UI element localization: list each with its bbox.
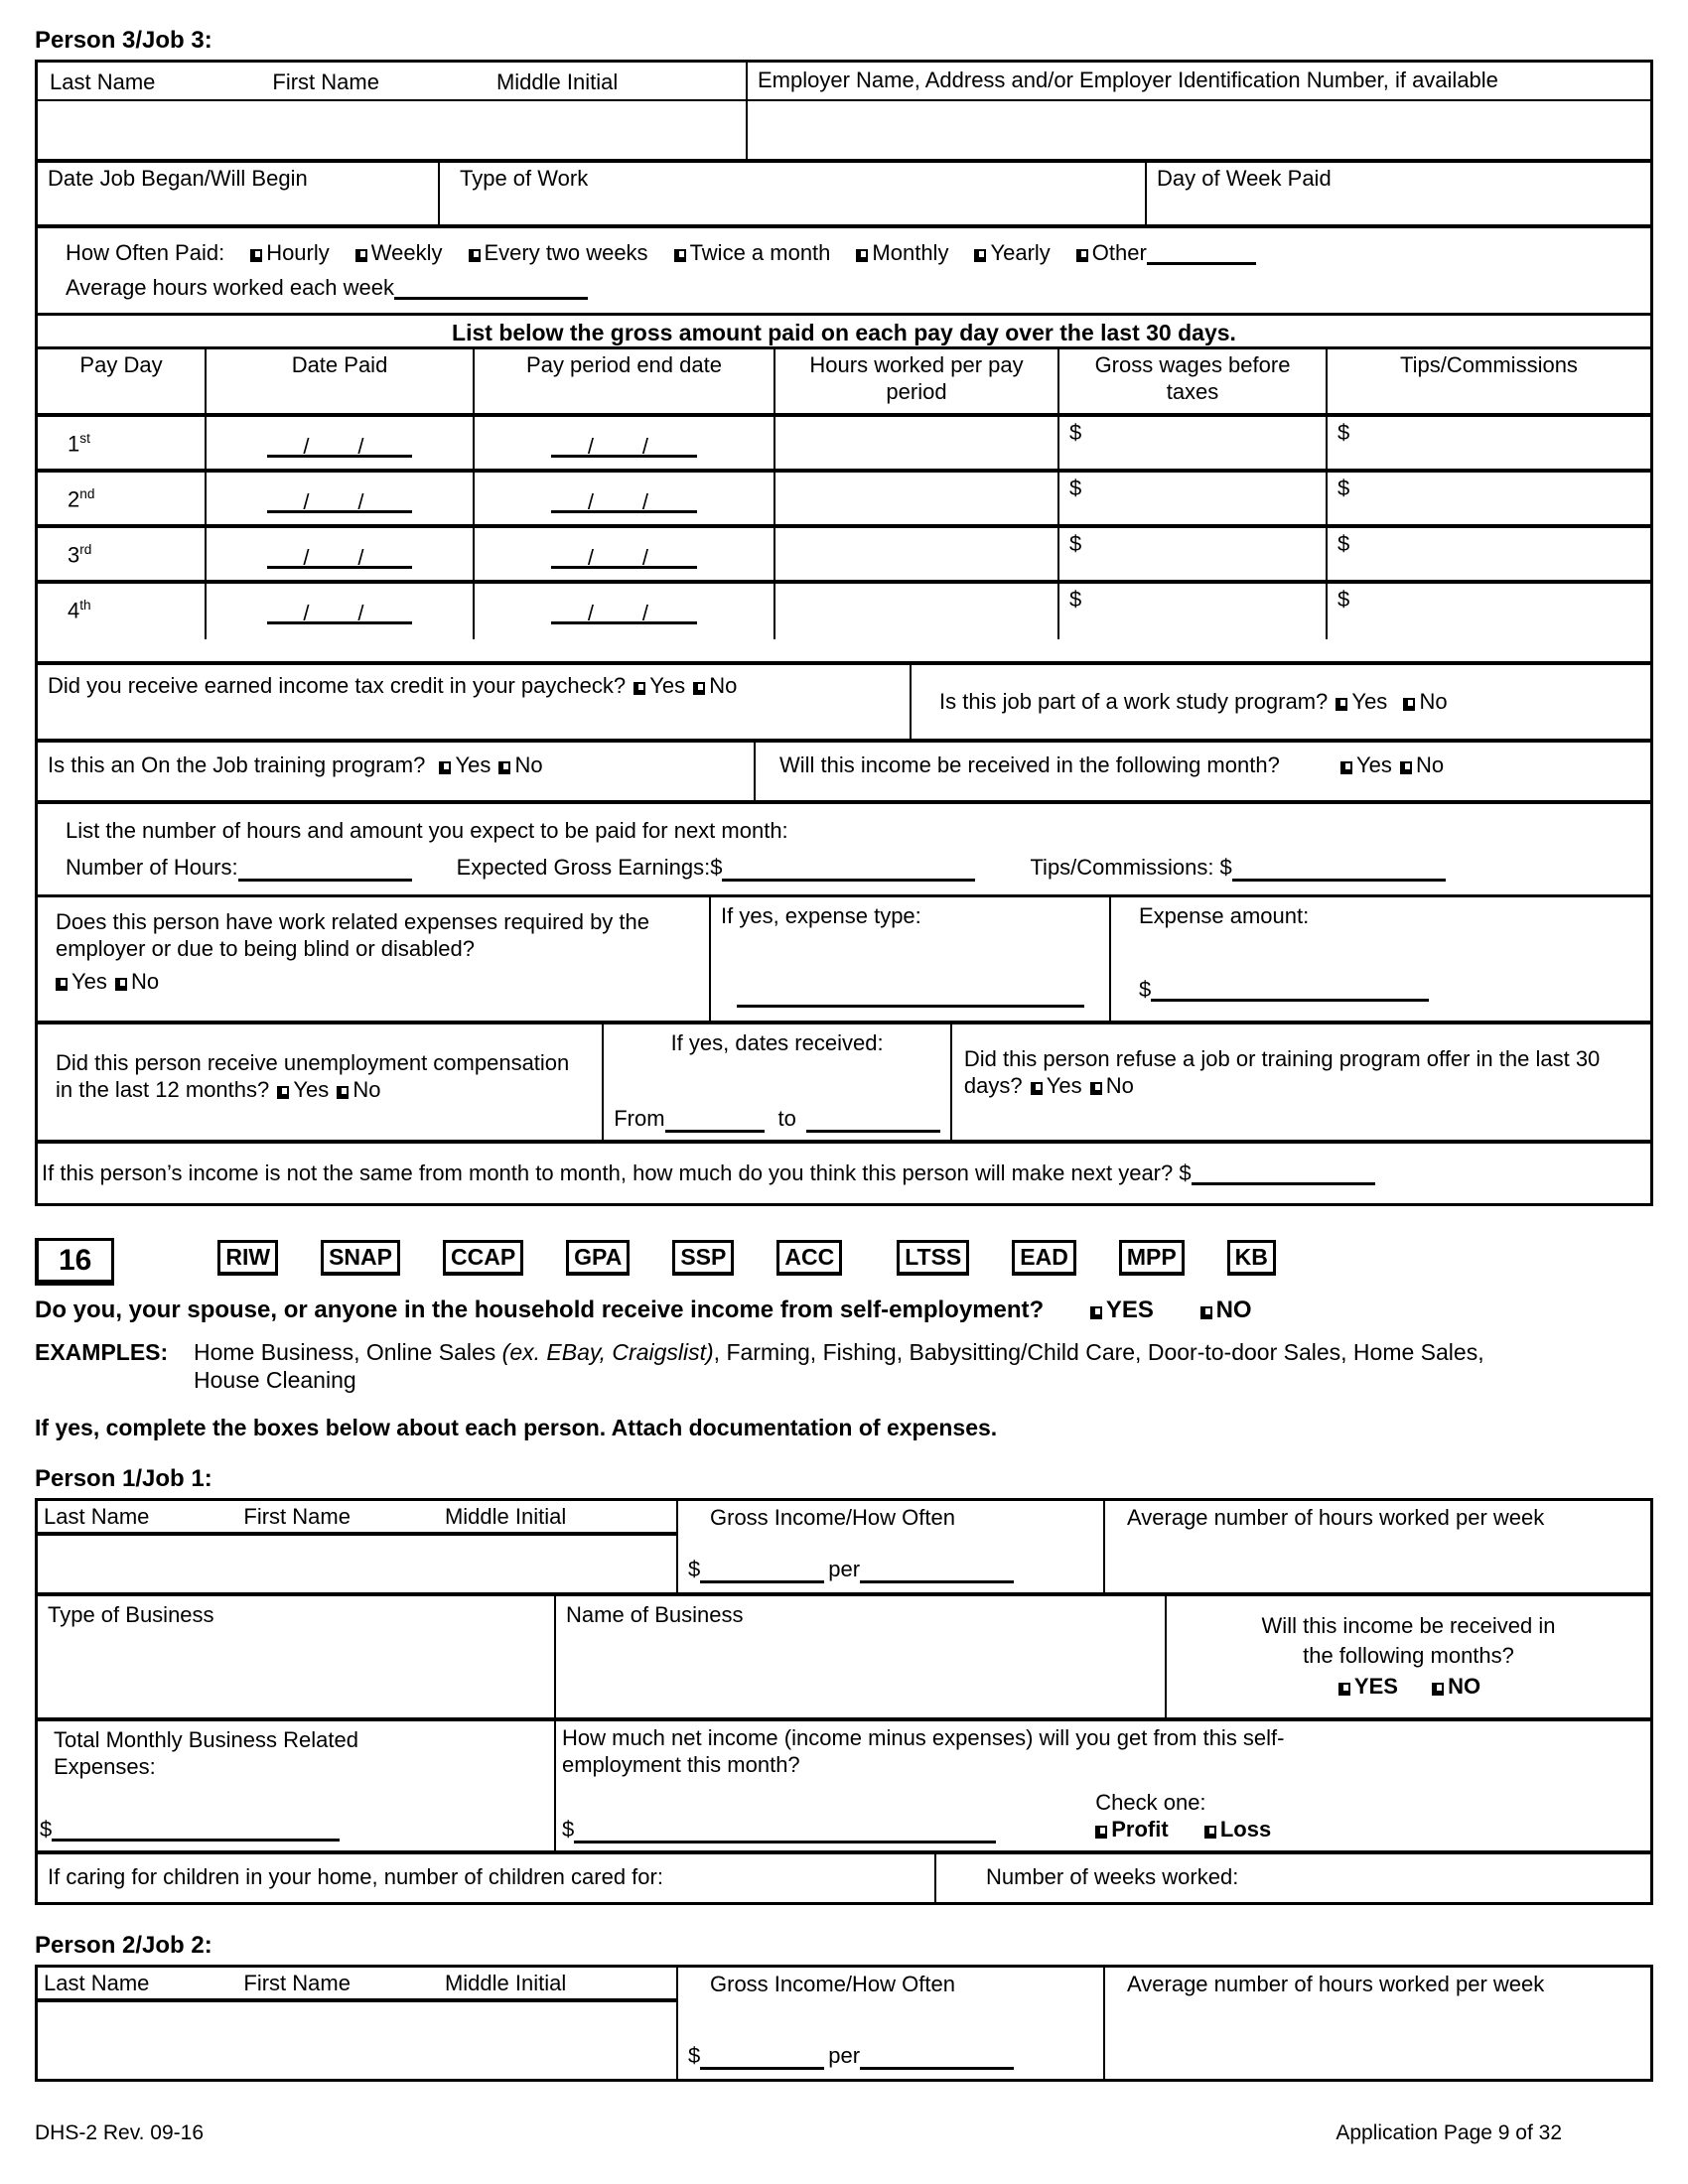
expense-type-blank[interactable] bbox=[737, 984, 1084, 1008]
pay-table-title: List below the gross amount paid on each pay day over the last 30 days. bbox=[452, 320, 1236, 346]
check-one-block bbox=[1095, 1790, 1271, 1843]
p1-gross-amount-blank[interactable] bbox=[700, 1560, 824, 1583]
unemployment-question-cell bbox=[38, 1024, 604, 1140]
to-label: to bbox=[777, 1106, 796, 1132]
other-blank[interactable] bbox=[1147, 241, 1256, 265]
yearly-estimate-cell bbox=[38, 1144, 1650, 1203]
eitc-no-checkbox[interactable] bbox=[693, 682, 705, 695]
to-blank[interactable] bbox=[806, 1109, 940, 1133]
pay-day-1: 1st bbox=[38, 417, 207, 469]
work-expenses-no-checkbox[interactable] bbox=[115, 978, 127, 991]
hourly-label: Hourly bbox=[266, 239, 330, 265]
self-employment-question-row bbox=[35, 1296, 1653, 1324]
dollar-sign: $ bbox=[1337, 531, 1350, 557]
p2-name-field[interactable] bbox=[38, 2002, 676, 2079]
hours-1-field[interactable] bbox=[775, 417, 1059, 469]
last-name-label: Last Name bbox=[44, 1971, 150, 1996]
gross-3-field[interactable] bbox=[1059, 528, 1328, 580]
p1-children-cell[interactable] bbox=[38, 1854, 936, 1902]
yearly-label: Yearly bbox=[990, 239, 1051, 265]
weekly-checkbox[interactable] bbox=[355, 249, 367, 262]
person3-day-paid-field[interactable] bbox=[1147, 163, 1650, 224]
tag-mpp: MPP bbox=[1119, 1240, 1185, 1276]
date-paid-3-field[interactable]: / / bbox=[207, 528, 475, 580]
date-paid-4-field[interactable]: / / bbox=[207, 584, 475, 639]
number-of-hours-label: Number of Hours: bbox=[66, 854, 238, 880]
tag-snap: SNAP bbox=[321, 1240, 400, 1276]
footer-form-id: DHS-2 Rev. 09-16 bbox=[35, 2121, 205, 2145]
work-study-yes-label: Yes bbox=[1351, 688, 1388, 714]
examples-label: EXAMPLES: bbox=[35, 1339, 169, 1366]
hourly-checkbox[interactable] bbox=[250, 249, 262, 262]
refuse-job-no-label: No bbox=[1105, 1072, 1134, 1098]
col-date-paid: Date Paid bbox=[207, 349, 475, 413]
other-label: Other bbox=[1091, 239, 1147, 265]
employer-header-label: Employer Name, Address and/or Employer Identification Number, if available bbox=[758, 68, 1498, 93]
dates-received-cell bbox=[604, 1024, 952, 1140]
every-two-weeks-label: Every two weeks bbox=[484, 239, 648, 265]
tips-4-field[interactable] bbox=[1328, 584, 1650, 639]
middle-initial-label: Middle Initial bbox=[495, 69, 619, 95]
person3-date-began-field[interactable] bbox=[38, 163, 440, 224]
tag-ltss: LTSS bbox=[897, 1240, 969, 1276]
weeks-worked-label: Number of weeks worked: bbox=[986, 1864, 1239, 1890]
income-following-line1: Will this income be received in bbox=[1261, 1612, 1556, 1638]
person3-title: Person 3/Job 3: bbox=[35, 27, 212, 54]
eitc-no-label: No bbox=[709, 673, 738, 699]
dollar-sign: $ bbox=[562, 1816, 575, 1842]
following-month-no-label: No bbox=[1415, 752, 1445, 778]
tips-1-field[interactable] bbox=[1328, 417, 1650, 469]
tag-acc: ACC bbox=[776, 1240, 842, 1276]
spacer-row bbox=[38, 639, 1650, 661]
p1-following-no-label: NO bbox=[1448, 1674, 1481, 1700]
avg-hours-label: Average hours worked each week bbox=[66, 274, 395, 300]
self-employment-question: Do you, your spouse, or anyone in the household receive income from self-employment? bbox=[35, 1297, 1045, 1324]
refuse-job-no-checkbox[interactable] bbox=[1090, 1082, 1102, 1095]
if-yes-instruction: If yes, complete the boxes below about each person. Attach documentation of expenses. bbox=[35, 1415, 998, 1441]
pay-day-4: 4th bbox=[38, 584, 207, 639]
check-one-label: Check one: bbox=[1095, 1790, 1206, 1816]
how-often-label: How Often Paid: bbox=[66, 239, 225, 265]
p2-gross-income-cell bbox=[678, 1968, 1105, 2079]
pay-row-4 bbox=[38, 584, 1650, 639]
work-study-no-label: No bbox=[1419, 688, 1448, 714]
examples-text: Home Business, Online Sales (ex. EBay, Craigslist), Farming, Fishing, Babysitting/Child Care, Door-to-door Sales, Home Sales, House Cleaning bbox=[194, 1339, 1484, 1394]
pay-day-2: 2nd bbox=[38, 473, 207, 524]
dollar-sign: $ bbox=[1069, 587, 1082, 613]
following-month-no-checkbox[interactable] bbox=[1400, 761, 1412, 774]
avg-hours-week-label: Average number of hours worked per week bbox=[1127, 1504, 1545, 1530]
person1-selfemp-table bbox=[35, 1498, 1653, 1905]
p2-name-cell[interactable] bbox=[38, 1968, 678, 2079]
footer-page-number: Application Page 9 of 32 bbox=[1336, 2121, 1562, 2145]
ojt-no-checkbox[interactable] bbox=[498, 761, 510, 774]
p2-avg-hours-cell[interactable] bbox=[1105, 1968, 1650, 2079]
col-gross-wages: Gross wages before taxes bbox=[1059, 349, 1328, 413]
person3-type-of-work-field[interactable] bbox=[440, 163, 1147, 224]
dollar-sign: $ bbox=[1069, 531, 1082, 557]
hours-2-field[interactable] bbox=[775, 473, 1059, 524]
from-blank[interactable] bbox=[665, 1109, 765, 1133]
col-hours-worked: Hours worked per pay period bbox=[775, 349, 1059, 413]
period-end-2-field[interactable]: / / bbox=[475, 473, 775, 524]
self-employment-yes-checkbox[interactable] bbox=[1090, 1306, 1102, 1319]
person3-employer-field[interactable] bbox=[748, 101, 1650, 159]
pay-row-1 bbox=[38, 417, 1650, 473]
day-paid-label: Day of Week Paid bbox=[1157, 166, 1332, 192]
expected-earnings-blank[interactable] bbox=[722, 858, 975, 882]
ojt-yes-checkbox[interactable] bbox=[439, 761, 451, 774]
tag-ead: EAD bbox=[1012, 1240, 1076, 1276]
pay-row-3 bbox=[38, 528, 1650, 584]
page-footer bbox=[35, 2120, 1653, 2146]
first-name-label: First Name bbox=[243, 1971, 351, 1996]
period-end-4-field[interactable]: / / bbox=[475, 584, 775, 639]
self-employment-yes-label: YES bbox=[1105, 1297, 1154, 1324]
middle-initial-label: Middle Initial bbox=[444, 1971, 567, 1996]
middle-initial-label: Middle Initial bbox=[444, 1503, 567, 1529]
self-employment-no-label: NO bbox=[1215, 1297, 1252, 1324]
expense-amount-label: Expense amount: bbox=[1139, 903, 1310, 929]
monthly-label: Monthly bbox=[872, 239, 949, 265]
work-study-yes-checkbox[interactable] bbox=[1336, 698, 1347, 711]
name-business-label: Name of Business bbox=[566, 1601, 744, 1627]
work-expenses-no-label: No bbox=[131, 968, 160, 994]
ojt-no-label: No bbox=[514, 752, 543, 778]
following-month-yes-label: Yes bbox=[1355, 752, 1392, 778]
col-pay-period-end: Pay period end date bbox=[475, 349, 775, 413]
tag-ccap: CCAP bbox=[443, 1240, 523, 1276]
per-label: per bbox=[828, 1556, 861, 1581]
work-expenses-yes-checkbox[interactable] bbox=[56, 978, 68, 991]
dates-received-label: If yes, dates received: bbox=[670, 1030, 884, 1056]
p1-net-income-blank[interactable] bbox=[574, 1820, 996, 1843]
dollar-sign: $ bbox=[1337, 587, 1350, 613]
program-tags bbox=[217, 1240, 1276, 1276]
expected-earnings-label: Expected Gross Earnings:$ bbox=[456, 854, 723, 880]
person3-name-field[interactable] bbox=[38, 101, 748, 159]
person3-name-header-cell bbox=[38, 63, 748, 99]
p1-avg-hours-cell[interactable] bbox=[1105, 1501, 1650, 1592]
total-expenses-label: Total Monthly Business Related Expenses: bbox=[54, 1726, 358, 1779]
p1-profit-checkbox[interactable] bbox=[1095, 1826, 1107, 1839]
tag-kb: KB bbox=[1227, 1240, 1276, 1276]
p2-gross-amount-blank[interactable] bbox=[700, 2046, 824, 2070]
unemployment-yes-checkbox[interactable] bbox=[277, 1086, 289, 1099]
hours-3-field[interactable] bbox=[775, 528, 1059, 580]
yearly-estimate-blank[interactable] bbox=[1192, 1161, 1375, 1185]
tag-gpa: GPA bbox=[566, 1240, 630, 1276]
p1-following-yes-checkbox[interactable] bbox=[1338, 1683, 1350, 1696]
period-end-3-field[interactable]: / / bbox=[475, 528, 775, 580]
p1-total-expenses-cell bbox=[38, 1721, 556, 1850]
col-pay-day: Pay Day bbox=[38, 349, 207, 413]
dollar-sign: $ bbox=[688, 1556, 701, 1581]
work-study-no-checkbox[interactable] bbox=[1403, 698, 1415, 711]
yearly-checkbox[interactable] bbox=[974, 249, 986, 262]
expense-type-cell bbox=[711, 897, 1111, 1021]
weekly-label: Weekly bbox=[370, 239, 443, 265]
unemployment-no-checkbox[interactable] bbox=[337, 1086, 349, 1099]
dollar-sign: $ bbox=[1069, 420, 1082, 446]
children-cared-label: If caring for children in your home, number of children cared for: bbox=[48, 1864, 663, 1890]
dollar-sign: $ bbox=[1337, 476, 1350, 501]
p1-loss-checkbox[interactable] bbox=[1204, 1826, 1216, 1839]
p1-gross-income-cell bbox=[678, 1501, 1105, 1592]
from-label: From bbox=[614, 1106, 665, 1132]
eitc-yes-checkbox[interactable] bbox=[633, 682, 645, 695]
gross-income-label: Gross Income/How Often bbox=[710, 1504, 955, 1530]
other-checkbox[interactable] bbox=[1076, 249, 1088, 262]
tips-2-field[interactable] bbox=[1328, 473, 1650, 524]
profit-label: Profit bbox=[1111, 1816, 1169, 1842]
tips-3-field[interactable] bbox=[1328, 528, 1650, 580]
person2-title: Person 2/Job 2: bbox=[35, 1931, 212, 1959]
work-expenses-question-cell bbox=[38, 897, 711, 1021]
date-paid-1-field[interactable]: / / bbox=[207, 417, 475, 469]
expense-amount-blank[interactable] bbox=[1151, 978, 1429, 1002]
ojt-question-cell bbox=[38, 743, 756, 800]
work-study-question: Is this job part of a work study program? bbox=[939, 688, 1329, 714]
p1-income-following-cell bbox=[1167, 1596, 1650, 1717]
hours-4-field[interactable] bbox=[775, 584, 1059, 639]
following-month-yes-checkbox[interactable] bbox=[1340, 761, 1352, 774]
unemployment-question: Did this person receive unemployment compensation in the last 12 months? bbox=[56, 1050, 570, 1102]
person1-title: Person 1/Job 1: bbox=[35, 1464, 212, 1492]
p1-gross-freq-blank[interactable] bbox=[860, 1560, 1014, 1583]
col-tips: Tips/Commissions bbox=[1400, 352, 1578, 378]
ojt-question: Is this an On the Job training program? bbox=[48, 752, 426, 778]
loss-label: Loss bbox=[1219, 1816, 1272, 1842]
number-of-hours-blank[interactable] bbox=[238, 858, 412, 882]
p1-name-field[interactable] bbox=[38, 1536, 676, 1592]
work-expenses-question: Does this person have work related expenses required by the employer or due to being blind or disabled? bbox=[56, 909, 650, 961]
net-income-question: How much net income (income minus expenses) will you get from this self-employment this month? bbox=[562, 1724, 1285, 1777]
dollar-sign: $ bbox=[688, 2043, 701, 2069]
last-name-label: Last Name bbox=[50, 69, 156, 95]
avg-hours-week-label: Average number of hours worked per week bbox=[1127, 1972, 1545, 1997]
expense-type-label: If yes, expense type: bbox=[721, 903, 921, 929]
p1-weeks-cell[interactable] bbox=[936, 1854, 1650, 1902]
dollar-sign: $ bbox=[40, 1816, 53, 1842]
p2-gross-freq-blank[interactable] bbox=[860, 2046, 1014, 2070]
person2-selfemp-table bbox=[35, 1965, 1653, 2082]
type-business-label: Type of Business bbox=[48, 1601, 214, 1627]
unemployment-yes-label: Yes bbox=[293, 1076, 330, 1102]
person3-employment-table bbox=[35, 60, 1653, 1206]
p1-following-no-checkbox[interactable] bbox=[1432, 1683, 1444, 1696]
refuse-job-yes-checkbox[interactable] bbox=[1031, 1082, 1043, 1095]
monthly-checkbox[interactable] bbox=[856, 249, 868, 262]
section16-header-row bbox=[35, 1238, 1653, 1286]
refuse-job-yes-label: Yes bbox=[1046, 1072, 1082, 1098]
gross-1-field[interactable] bbox=[1059, 417, 1328, 469]
person3-how-often-row bbox=[38, 228, 1650, 313]
per-label: per bbox=[828, 2043, 861, 2069]
p1-following-yes-label: YES bbox=[1353, 1674, 1398, 1700]
section16-number: 16 bbox=[35, 1238, 114, 1286]
p1-name-cell[interactable] bbox=[38, 1501, 678, 1592]
avg-hours-blank[interactable] bbox=[394, 276, 588, 300]
first-name-label: First Name bbox=[243, 1503, 351, 1529]
eitc-question: Did you receive earned income tax credit in your paycheck? bbox=[48, 673, 627, 699]
twice-a-month-checkbox[interactable] bbox=[674, 249, 686, 262]
eitc-yes-label: Yes bbox=[649, 673, 686, 699]
tag-ssp: SSP bbox=[672, 1240, 734, 1276]
gross-2-field[interactable] bbox=[1059, 473, 1328, 524]
twice-a-month-label: Twice a month bbox=[689, 239, 831, 265]
tips-commissions-blank[interactable] bbox=[1232, 858, 1446, 882]
p1-type-business-cell[interactable] bbox=[38, 1596, 556, 1717]
expense-amount-cell bbox=[1111, 897, 1650, 1021]
work-study-question-cell bbox=[912, 665, 1650, 739]
tips-commissions-label: Tips/Commissions: $ bbox=[1030, 854, 1232, 880]
pay-rows bbox=[38, 417, 1650, 639]
dollar-sign: $ bbox=[1337, 420, 1350, 446]
pay-day-3: 3rd bbox=[38, 528, 207, 580]
gross-4-field[interactable] bbox=[1059, 584, 1328, 639]
dollar-sign: $ bbox=[1139, 977, 1152, 1003]
tag-riw: RIW bbox=[217, 1240, 278, 1276]
pay-row-2 bbox=[38, 473, 1650, 528]
next-month-intro: List the number of hours and amount you expect to be paid for next month: bbox=[66, 817, 788, 843]
next-month-cell bbox=[38, 804, 1650, 894]
p1-total-expenses-blank[interactable] bbox=[52, 1818, 340, 1842]
refuse-job-question: Did this person refuse a job or training program offer in the last 30 days? bbox=[963, 1046, 1601, 1098]
last-name-label: Last Name bbox=[44, 1503, 150, 1529]
p1-name-business-cell[interactable] bbox=[556, 1596, 1167, 1717]
self-employment-no-checkbox[interactable] bbox=[1200, 1306, 1212, 1319]
income-following-line2: the following months? bbox=[1303, 1643, 1514, 1669]
date-began-label: Date Job Began/Will Begin bbox=[48, 166, 308, 192]
p1-net-income-cell bbox=[556, 1721, 1650, 1850]
dollar-sign: $ bbox=[1069, 476, 1082, 501]
unemployment-no-label: No bbox=[352, 1076, 381, 1102]
examples-block bbox=[35, 1338, 1653, 1394]
refuse-job-question-cell bbox=[952, 1024, 1650, 1140]
yearly-estimate-question: If this person’s income is not the same from month to month, how much do you think this person will make next year? $ bbox=[42, 1160, 1192, 1185]
ojt-yes-label: Yes bbox=[455, 752, 492, 778]
person3-employer-header-cell bbox=[748, 63, 1650, 99]
following-month-question: Will this income be received in the following month? bbox=[779, 752, 1280, 778]
gross-income-label: Gross Income/How Often bbox=[710, 1972, 955, 1997]
type-of-work-label: Type of Work bbox=[460, 166, 589, 192]
every-two-weeks-checkbox[interactable] bbox=[469, 249, 481, 262]
following-month-question-cell bbox=[756, 743, 1650, 800]
period-end-1-field[interactable]: / / bbox=[475, 417, 775, 469]
eitc-question-cell bbox=[38, 665, 912, 739]
first-name-label: First Name bbox=[272, 69, 379, 95]
work-expenses-yes-label: Yes bbox=[71, 968, 107, 994]
date-paid-2-field[interactable]: / / bbox=[207, 473, 475, 524]
